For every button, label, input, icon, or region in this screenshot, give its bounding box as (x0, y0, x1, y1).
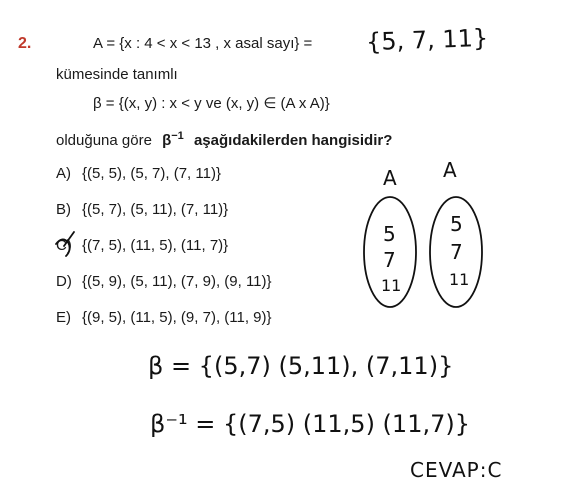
option-e-value[interactable]: {(9, 5), (11, 5), (9, 7), (11, 9)} (82, 309, 272, 326)
venn-label-left: A (383, 166, 397, 190)
defined-on-text: kümesinde tanımlı (56, 66, 178, 83)
inverse-superscript: −1 (171, 130, 184, 142)
prompt-suffix: aşağıdakilerden hangisidir? (193, 132, 393, 149)
beta-symbol: β (162, 132, 172, 149)
option-a-value[interactable]: {(5, 5), (5, 7), (7, 11)} (82, 165, 221, 182)
option-c-label[interactable]: C) (56, 237, 72, 254)
right-set-item: 5 (450, 212, 463, 236)
option-e-label[interactable]: E) (56, 309, 71, 326)
right-set-item: 11 (449, 270, 470, 289)
left-set-item: 5 (383, 222, 396, 246)
option-a-label[interactable]: A) (56, 165, 71, 182)
set-a-definition: A = {x : 4 < x < 13 , x asal sayı} = (93, 35, 313, 52)
handwritten-beta-inverse: β⁻¹ = {(7,5) (11,5) (11,7)} (150, 410, 470, 438)
option-b-value[interactable]: {(5, 7), (5, 11), (7, 11)} (82, 201, 229, 218)
answer-check-mark (56, 232, 74, 256)
venn-label-right: A (443, 158, 457, 182)
right-set-item: 7 (450, 240, 463, 264)
handwritten-beta: β = {(5,7) (5,11), (7,11)} (148, 352, 454, 380)
option-c-value[interactable]: {(7, 5), (11, 5), (11, 7)} (82, 237, 229, 254)
left-set-item: 7 (383, 248, 396, 272)
handwritten-answer: CEVAP:C (410, 458, 503, 482)
left-set-item: 11 (381, 276, 402, 295)
option-d-label[interactable]: D) (56, 273, 72, 290)
beta-definition: β = {(x, y) : x < y ve (x, y) ∈ (A x A)} (93, 95, 330, 112)
question-number: 2. (18, 35, 32, 52)
prompt-prefix: olduğuna göre (56, 132, 152, 149)
handwritten-set-a: {5, 7, 11} (365, 23, 489, 57)
option-d-value[interactable]: {(5, 9), (5, 11), (7, 9), (9, 11)} (82, 273, 272, 290)
option-b-label[interactable]: B) (56, 201, 71, 218)
